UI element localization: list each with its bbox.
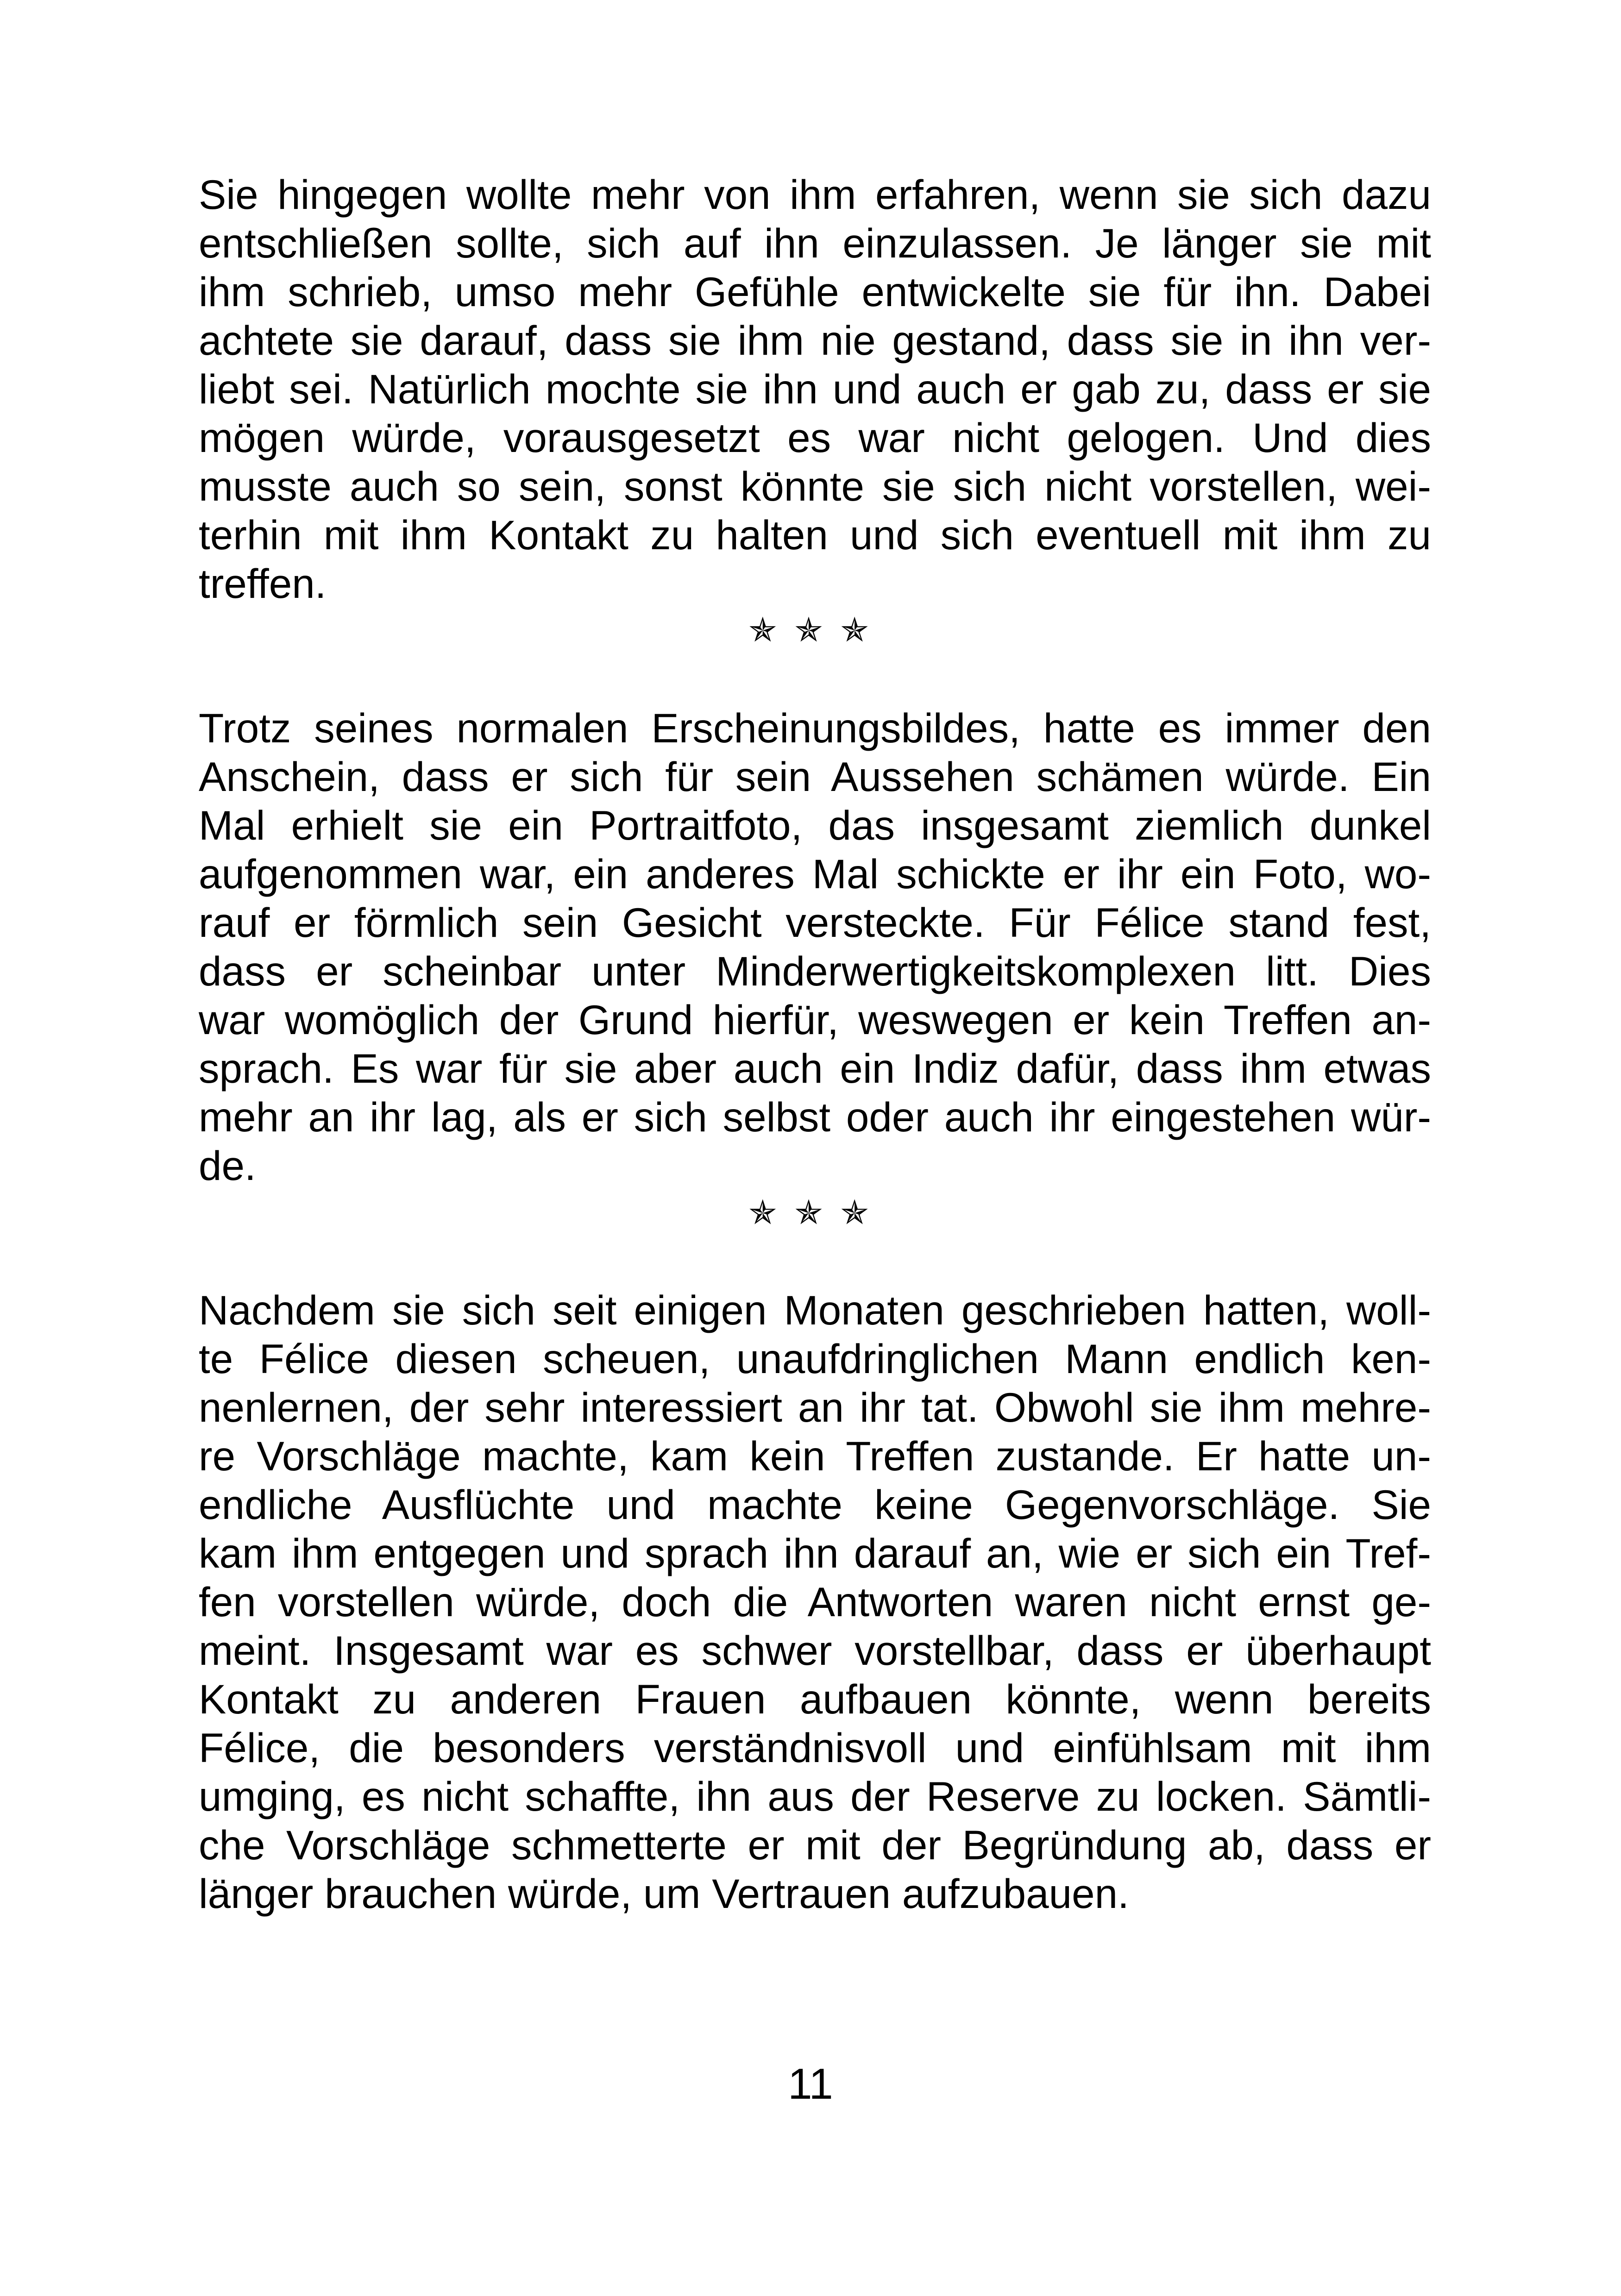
paragraph-3 bbox=[199, 1286, 1431, 1918]
text-line: mögen würde, vorausgesetzt es war nicht gelogen. Und dies bbox=[199, 414, 1431, 461]
text-line: meint. Insgesamt war es schwer vorstellbar, dass er überhaupt bbox=[199, 1627, 1431, 1674]
text-line: Trotz seines normalen Erscheinungsbildes, hatte es immer den bbox=[199, 705, 1431, 751]
text-line: treffen. bbox=[199, 560, 327, 607]
text-line: che Vorschläge schmetterte er mit der Begründung ab, dass er bbox=[199, 1822, 1431, 1868]
text-line: liebt sei. Natürlich mochte sie ihn und auch er gab zu, dass er sie bbox=[199, 366, 1431, 412]
text-line: te Félice diesen scheuen, unaufdringlichen Mann endlich ken- bbox=[199, 1336, 1431, 1382]
text-line: sprach. Es war für sie aber auch ein Indiz dafür, dass ihm etwas bbox=[199, 1045, 1431, 1092]
text-line: aufgenommen war, ein anderes Mal schickte er ihr ein Foto, wo- bbox=[199, 851, 1431, 897]
paragraph-2 bbox=[199, 704, 1431, 1190]
text-line: achtete sie darauf, dass sie ihm nie gestand, dass sie in ihn ver- bbox=[199, 317, 1431, 364]
text-line: nenlernen, der sehr interessiert an ihr tat. Obwohl sie ihm mehre- bbox=[199, 1384, 1431, 1430]
text-line: re Vorschläge machte, kam kein Treffen zustande. Er hatte un- bbox=[199, 1433, 1431, 1479]
text-line: endliche Ausflüchte und machte keine Gegenvorschläge. Sie bbox=[199, 1481, 1431, 1528]
text-line: Sie hingegen wollte mehr von ihm erfahren, wenn sie sich dazu bbox=[199, 171, 1431, 218]
text-line: Kontakt zu anderen Frauen aufbauen könnte, wenn bereits bbox=[199, 1676, 1431, 1722]
text-line: kam ihm entgegen und sprach ihn darauf an, wie er sich ein Tref- bbox=[199, 1530, 1431, 1576]
text-line: Nachdem sie sich seit einigen Monaten geschrieben hatten, woll- bbox=[199, 1287, 1431, 1333]
text-line: Anschein, dass er sich für sein Aussehen schämen würde. Ein bbox=[199, 753, 1431, 800]
section-separator-1 bbox=[0, 611, 1621, 648]
text-line: de. bbox=[199, 1142, 256, 1189]
text-line: musste auch so sein, sonst könnte sie sich nicht vorstellen, wei- bbox=[199, 463, 1431, 509]
page-number: 11 bbox=[788, 2059, 833, 2108]
text-line: rauf er förmlich sein Gesicht versteckte. Für Félice stand fest, bbox=[199, 899, 1431, 946]
text-line: fen vorstellen würde, doch die Antworten waren nicht ernst ge- bbox=[199, 1579, 1431, 1625]
text-line: entschließen sollte, sich auf ihn einzulassen. Je länger sie mit bbox=[199, 220, 1431, 266]
text-line: Félice, die besonders verständnisvoll und einfühlsam mit ihm bbox=[199, 1725, 1431, 1771]
section-separator-2 bbox=[0, 1194, 1621, 1231]
text-line: länger brauchen würde, um Vertrauen aufzubauen. bbox=[199, 1870, 1129, 1917]
text-line: ihm schrieb, umso mehr Gefühle entwickelte sie für ihn. Dabei bbox=[199, 269, 1431, 315]
paragraph-1 bbox=[199, 170, 1431, 608]
text-line: war womöglich der Grund hierfür, weswegen er kein Treffen an- bbox=[199, 997, 1431, 1043]
text-line: Mal erhielt sie ein Portraitfoto, das insgesamt ziemlich dunkel bbox=[199, 802, 1431, 848]
three-stars-icon: ✯ ✯ ✯ bbox=[748, 1193, 873, 1232]
text-line: mehr an ihr lag, als er sich selbst oder auch ihr eingestehen wür- bbox=[199, 1094, 1431, 1140]
text-line: dass er scheinbar unter Minderwertigkeitskomplexen litt. Dies bbox=[199, 948, 1431, 994]
three-stars-icon: ✯ ✯ ✯ bbox=[748, 610, 873, 649]
text-line: umging, es nicht schaffte, ihn aus der Reserve zu locken. Sämtli- bbox=[199, 1773, 1431, 1819]
text-line: terhin mit ihm Kontakt zu halten und sich eventuell mit ihm zu bbox=[199, 512, 1431, 558]
